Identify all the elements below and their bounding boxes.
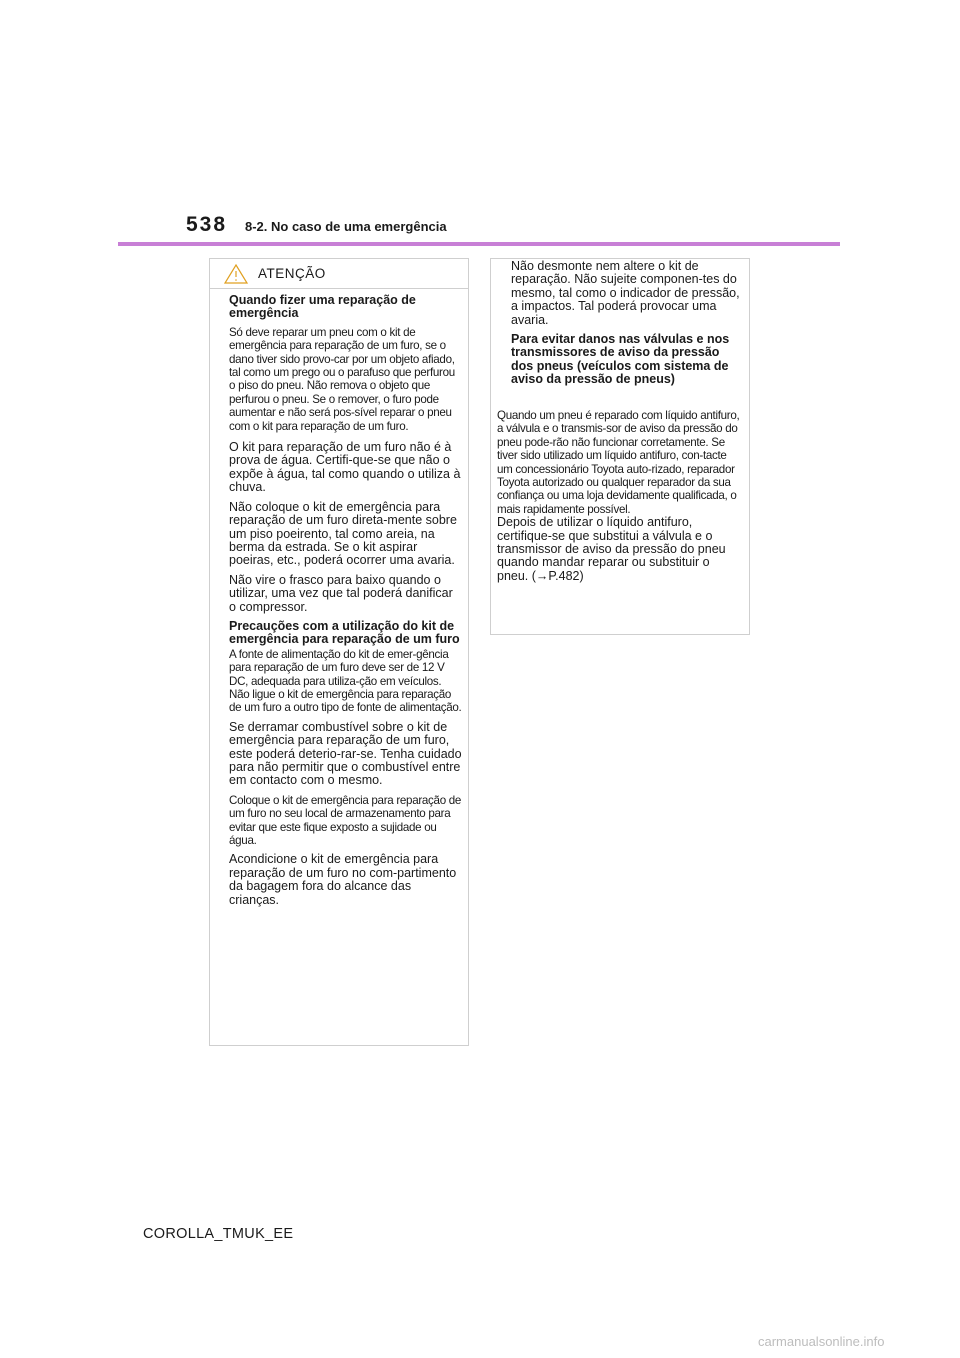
warning-body-right-cont: [497, 409, 743, 583]
warning-body-left: [229, 294, 462, 913]
paragraph: O kit para reparação de um furo não é à prova de água. Certifi-que-se que não o expõe à água, tal como quando o utiliza à chuva.: [229, 440, 461, 495]
warning-triangle-icon: [224, 264, 248, 284]
page-number: 538: [186, 213, 228, 236]
paragraph-heading: Para evitar danos nas válvulas e nos transmissores de aviso da pressão dos pneus (veículos com sistema de aviso da pressão de pneus): [511, 332, 730, 387]
warning-box-right: [490, 258, 750, 635]
paragraph: A fonte de alimentação do kit de emer-gência para reparação de um furo deve ser de 12 V DC, adequada para utiliza-ção em veículos. Não ligue o kit de emergência para reparação de um furo a outro tipo de fonte de alimentação.: [229, 647, 462, 715]
paragraph: Não desmonte nem altere o kit de reparação. Não sujeite componen-tes do mesmo, tal como o indicador de pressão, a impactos. Tal poderá provocar uma avaria.: [511, 259, 740, 327]
paragraph-heading: Quando fizer uma reparação de emergência: [229, 293, 416, 321]
warning-header: [210, 259, 468, 289]
warning-title: ATENÇÃO: [258, 266, 326, 281]
paragraph: Coloque o kit de emergência para reparação de um furo no seu local de armazenamento para evitar que este fique exposto a sujidade ou água.: [229, 793, 462, 848]
paragraph: Depois de utilizar o líquido antifuro, certifique-se que substitui a válvula e o transmissor de aviso da pressão do pneu quando mandar reparar ou substituir o pneu. (→P.482): [497, 515, 726, 583]
section-title: 8-2. No caso de uma emergência: [245, 219, 447, 234]
document-code: COROLLA_TMUK_EE: [143, 1226, 294, 1242]
paragraph: Quando um pneu é reparado com líquido antifuro, a válvula e o transmis-sor de aviso da pressão do pneu pode-rão não funcionar corretamente. Se tiver sido utilizado um líquido antifuro, con-tacte um concessionário Toyota auto-rizado, reparador Toyota autorizado ou qualquer reparador da sua confiança ou uma loja devidamente qualificada, o mais rapidamente possível.: [497, 409, 740, 516]
header-divider: [118, 242, 840, 246]
warning-box-left: [209, 258, 469, 1046]
paragraph: Não vire o frasco para baixo quando o utilizar, uma vez que tal poderá danificar o compressor.: [229, 572, 453, 614]
paragraph: Não coloque o kit de emergência para reparação de um furo direta-mente sobre um piso poeirento, tal como areia, na berma da estrada. Se o kit aspirar poeiras, etc., poderá ocorrer uma avaria.: [229, 499, 457, 568]
watermark: carmanualsonline.info: [758, 1334, 885, 1349]
paragraph: Acondicione o kit de emergência para reparação de um furo no com-partimento da bagagem fora do alcance das crianças.: [229, 852, 457, 907]
warning-body-right: [511, 260, 743, 388]
paragraph: Se derramar combustível sobre o kit de emergência para reparação de um furo, este poderá deterio-rar-se. Tenha cuidado para não permitir que o combustível entre em contacto com o mesmo.: [229, 719, 462, 788]
paragraph: Só deve reparar um pneu com o kit de emergência para reparação de um furo, se o dano tiver sido provo-car por um objeto afiado, tal como um prego ou o parafuso que perfurou o piso do pneu. Não remova o objeto que perfurou o pneu. Se o remover, o furo pode aumentar e não será pos-sível reparar o pneu com o kit para reparação de um furo.: [229, 325, 455, 433]
paragraph-heading: Precauções com a utilização do kit de emergência para reparação de um furo: [229, 618, 460, 647]
